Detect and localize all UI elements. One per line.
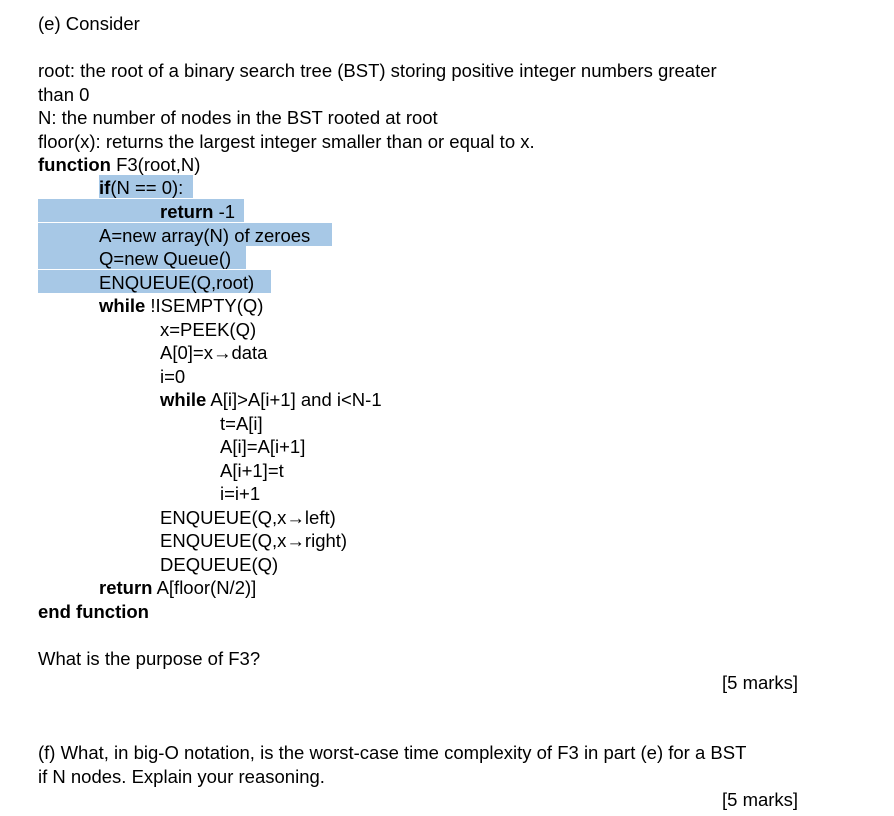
- code-enqueue-left: ENQUEUE(Q,x→left): [160, 507, 336, 528]
- code-end-function: end function: [38, 601, 149, 622]
- part-f-marks: [5 marks]: [722, 789, 799, 810]
- keyword-if: if: [99, 177, 111, 198]
- code-swap-t: t=A[i]: [220, 413, 263, 434]
- code-function-header: [38, 153, 200, 176]
- return-value: A[floor(N/2)]: [152, 577, 257, 598]
- keyword-while: while: [99, 295, 146, 316]
- function-signature: F3(root,N): [110, 154, 201, 175]
- code-peek: x=PEEK(Q): [160, 319, 257, 340]
- code-if: [99, 176, 183, 199]
- code-new-queue: Q=new Queue(): [99, 248, 232, 269]
- part-f-question: (f) What, in big-O notation, is the worst-case time complexity of F3 in part (e) for a BST: [38, 742, 747, 763]
- keyword-return: return: [160, 201, 214, 222]
- definition-root: root: the root of a binary search tree (BST) storing positive integer numbers greater: [38, 60, 717, 81]
- code-swap-ai1: A[i+1]=t: [220, 460, 284, 481]
- keyword-while: while: [160, 389, 207, 410]
- return-value: -1: [213, 201, 236, 222]
- code-dequeue: DEQUEUE(Q): [160, 554, 279, 575]
- while-condition: A[i]>A[i+1] and i<N-1: [206, 389, 382, 410]
- part-e-question: What is the purpose of F3?: [38, 648, 261, 669]
- part-e-marks: [5 marks]: [722, 672, 799, 693]
- code-return-minus-one: [160, 200, 235, 223]
- if-condition: (N == 0):: [110, 177, 184, 198]
- code-a0-assign: A[0]=x→data: [160, 342, 268, 363]
- while-condition: !ISEMPTY(Q): [145, 295, 264, 316]
- code-return-median: [99, 576, 256, 599]
- definition-root-cont: than 0: [38, 84, 90, 105]
- code-while-outer: [99, 294, 263, 317]
- code-i-init: i=0: [160, 366, 186, 387]
- code-increment: i=i+1: [220, 483, 261, 504]
- code-enqueue-root: ENQUEUE(Q,root): [99, 272, 255, 293]
- code-enqueue-right: ENQUEUE(Q,x→right): [160, 530, 348, 551]
- code-new-array: A=new array(N) of zeroes: [99, 225, 311, 246]
- part-f-question-cont: if N nodes. Explain your reasoning.: [38, 766, 325, 787]
- definition-n: N: the number of nodes in the BST rooted at root: [38, 107, 438, 128]
- keyword-return: return: [99, 577, 153, 598]
- part-e-heading: (e) Consider: [38, 13, 140, 34]
- definition-floor: floor(x): returns the largest integer smaller than or equal to x.: [38, 131, 535, 152]
- code-while-inner: [160, 388, 382, 411]
- code-swap-ai: A[i]=A[i+1]: [220, 436, 306, 457]
- keyword-function: function: [38, 154, 111, 175]
